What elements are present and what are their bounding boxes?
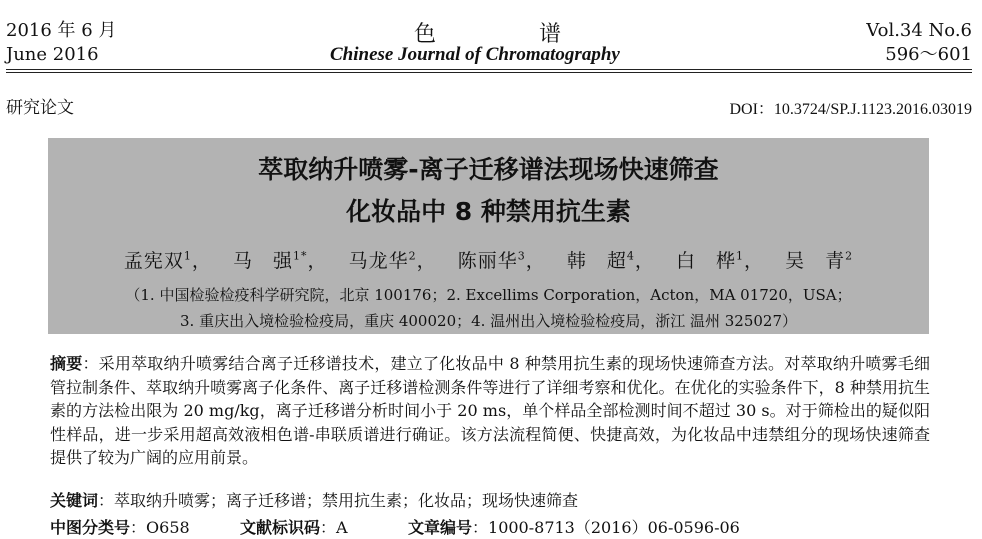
keywords-label: 关键词 <box>50 491 99 510</box>
keywords-text: ：萃取纳升喷雾；离子迁移谱；禁用抗生素；化妆品；现场快速筛查 <box>98 491 579 510</box>
document-code: 文献标识码：A <box>240 518 348 537</box>
author: 白 桦$^1$ <box>676 249 745 272</box>
clc-number: 中图分类号：O658 <box>50 518 190 537</box>
issue-date-cn: 2016 年 6 月 <box>6 20 117 41</box>
abstract <box>50 352 930 470</box>
header-rule-bottom <box>6 72 972 73</box>
article-title-line1: 萃取纳升喷雾-离子迁移谱法现场快速筛查 <box>258 155 719 184</box>
journal-title-cn: 色 谱 <box>414 22 609 47</box>
title-box <box>48 138 929 334</box>
author: 孟宪双$^1$ <box>123 249 192 272</box>
header-rule-top <box>6 69 972 70</box>
issue-date-en: June 2016 <box>6 44 99 65</box>
doi: DOI：10.3724/SP.J.1123.2016.03019 <box>729 101 972 118</box>
author: 马龙华$^2$ <box>348 249 417 272</box>
author-list: 孟宪双$^1$， 马 强$^{1*}$， 马龙华$^2$， 陈丽华$^3$， 韩 超$^4$， 白 桦$^1$， 吴 青$^2$ <box>123 249 854 272</box>
journal-title-en: Chinese Journal of Chromatography <box>330 44 620 65</box>
abstract-text: ：采用萃取纳升喷雾结合离子迁移谱技术，建立了化妆品中 8 种禁用抗生素的现场快速筛查方法。对萃取纳升喷雾毛细管拉制条件、萃取纳升喷雾离子化条件、离子迁移谱检测条件等进行了详细考察和优化。在优化的实验条件下，8 种禁用抗生素的方法检出限为 20 mg/kg，离子迁移谱分析时间小于 20 ms，单个样品全部检测时间不超过 30 s。对于筛检出的疑似阳性样品，进一步采用超高效液相色谱-串联质谱进行确证。该方法流程简便、快捷高效，为化妆品中违禁组分的现场快速筛查提供了较为广阔的应用前景。 <box>50 354 930 467</box>
page-range: 596～601 <box>885 44 972 65</box>
affiliation-line2: 3. 重庆出入境检验检疫局，重庆 400020；4. 温州出入境检验检疫局，浙江 温州 325027） <box>180 312 797 330</box>
abstract-label: 摘要 <box>50 354 83 373</box>
author: 韩 超$^4$ <box>566 249 635 272</box>
section-tag: 研究论文 <box>6 98 74 118</box>
article-number: 文章编号：1000-8713（2016）06-0596-06 <box>408 518 740 537</box>
affiliation-line1: （1. 中国检验检疫科学研究院，北京 100176；2. Excellims Corporation，Acton，MA 01720，USA； <box>125 286 852 304</box>
journal-volume: Vol.34 No.6 <box>866 20 972 41</box>
author: 吴 青$^2$ <box>785 249 854 272</box>
article-title-line2: 化妆品中 8 种禁用抗生素 <box>346 197 631 226</box>
author: 陈丽华$^3$ <box>457 249 526 272</box>
author: 马 强$^{1*}$ <box>232 249 308 272</box>
keywords <box>50 488 578 511</box>
